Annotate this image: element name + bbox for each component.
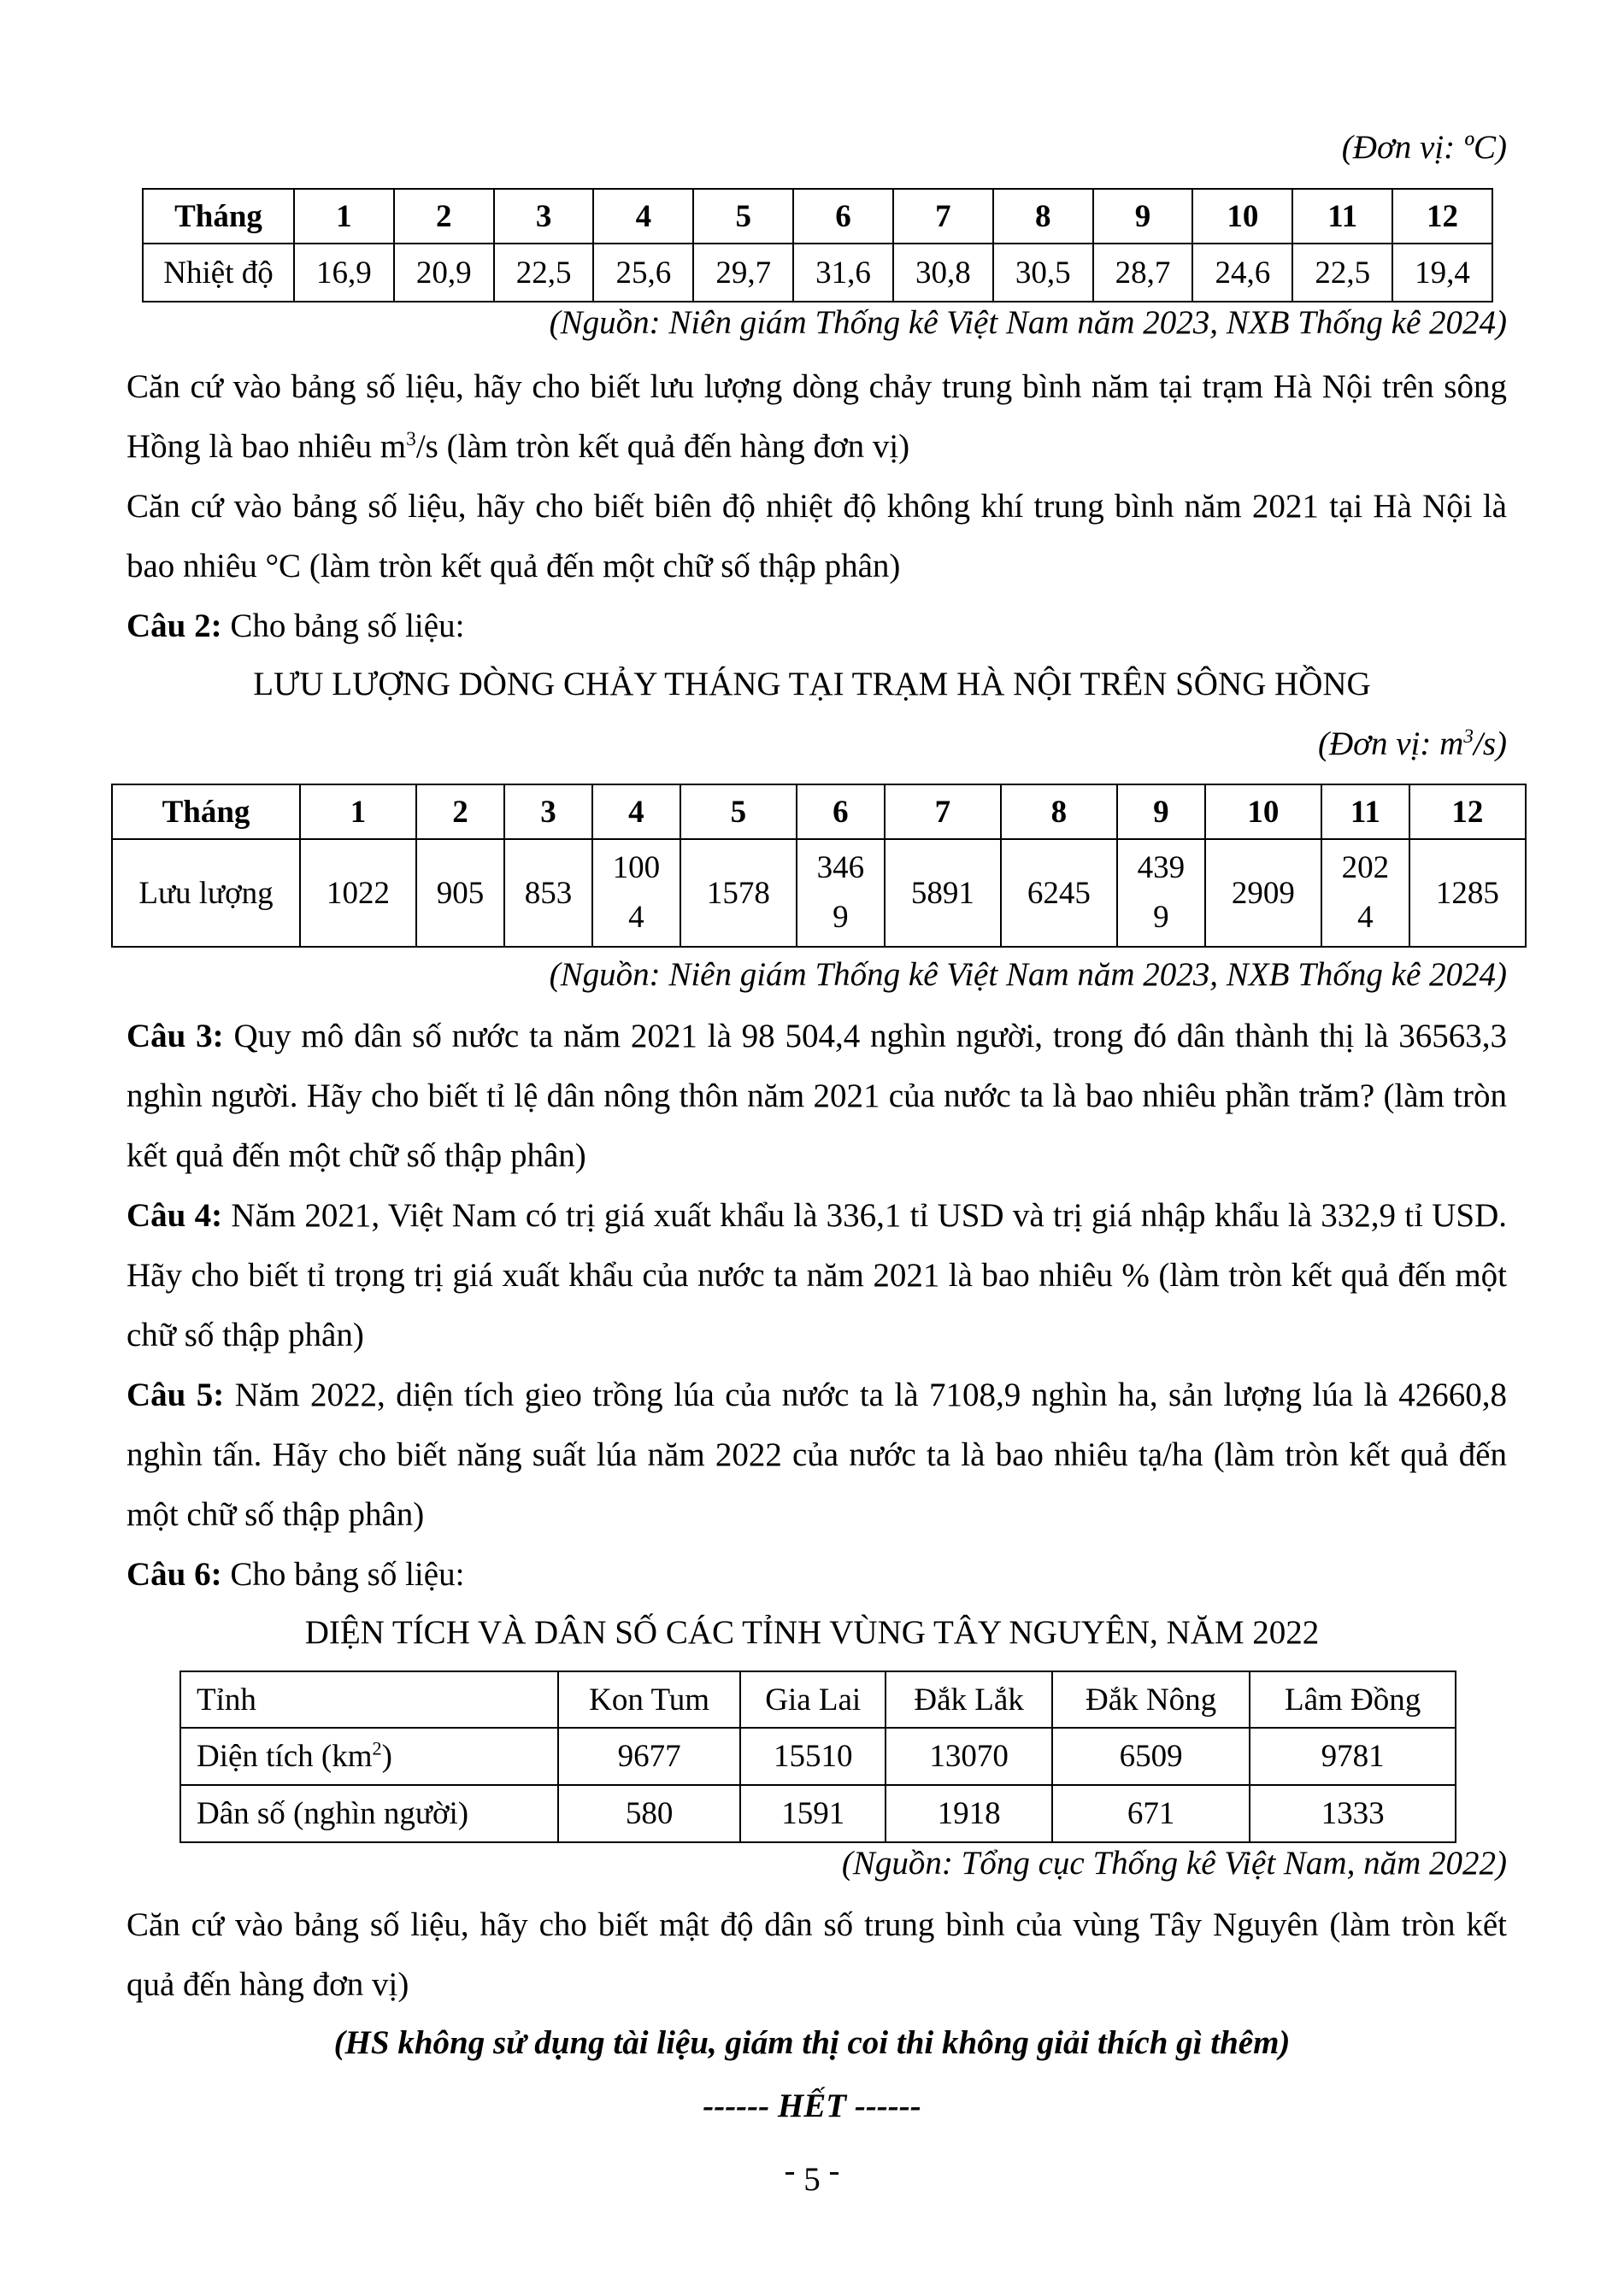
value-cell: 671 [1052, 1785, 1250, 1842]
value-cell: 1022 [300, 839, 416, 947]
table2-title: LƯU LƯỢNG DÒNG CHẢY THÁNG TẠI TRẠM HÀ NỘI TRÊN SÔNG HỒNG [253, 666, 1371, 702]
table-row [112, 784, 1526, 839]
table1-unit: (Đơn vị: ºC) [1341, 129, 1507, 166]
value-cell: 15510 [740, 1728, 886, 1785]
value-cell: 22,5 [1292, 244, 1392, 302]
question-temperature: Căn cứ vào bảng số liệu, hãy cho biết biên độ nhiệt độ không khí trung bình năm 2021 tại Hà Nội là bao nhiêu °C (làm tròn kết quả đến một chữ số thập phân) [127, 488, 1507, 584]
superscript: 3 [406, 428, 416, 450]
question-text: Quy mô dân số nước ta năm 2021 là 98 504,4 nghìn người, trong đó dân thành thị là 36563,3 nghìn người. Hãy cho biết tỉ lệ dân nông thôn năm 2021 của nước ta là bao nhiêu phần trăm? (làm tròn kết quả đến một chữ số thập phân) [127, 1018, 1507, 1174]
row-label-cell: Lưu lượng [112, 839, 300, 947]
page-dash: - [784, 2152, 796, 2189]
month-cell: 11 [1321, 784, 1409, 839]
value-cell: 2909 [1205, 839, 1321, 947]
month-cell: 6 [793, 189, 893, 244]
value-cell: 1333 [1250, 1785, 1456, 1842]
value-cell: 20,9 [394, 244, 494, 302]
month-cell: 10 [1205, 784, 1321, 839]
page-number [0, 2152, 1624, 2199]
value-cell: 6245 [1001, 839, 1117, 947]
month-cell: 2 [416, 784, 504, 839]
exam-note: (HS không sử dụng tài liệu, giám thị coi thi không giải thích gì thêm) [333, 2024, 1291, 2061]
table-row [143, 244, 1492, 302]
month-cell: 10 [1192, 189, 1292, 244]
month-cell: 4 [593, 189, 693, 244]
value-cell: 9677 [558, 1728, 740, 1785]
question-text: Căn cứ vào bảng số liệu, hãy cho biết lưu lượng dòng chảy trung bình năm tại trạm Hà Nội trên sông Hồng là bao nhiêu m [127, 368, 1507, 465]
value-cell: 1591 [740, 1785, 886, 1842]
value-cell: 9781 [1250, 1728, 1456, 1785]
month-cell: 1 [294, 189, 394, 244]
value-cell: 1918 [886, 1785, 1052, 1842]
value-part: 100 [612, 850, 661, 885]
value-cell: 6509 [1052, 1728, 1250, 1785]
cau6 [127, 1545, 1507, 1605]
end-marker [0, 2087, 1624, 2125]
province-cell: Lâm Đồng [1250, 1671, 1456, 1728]
value-cell: 1285 [1409, 839, 1526, 947]
month-cell: 9 [1117, 784, 1205, 839]
month-cell: 8 [1001, 784, 1117, 839]
province-cell: Gia Lai [740, 1671, 886, 1728]
month-cell: 2 [394, 189, 494, 244]
label-text: ) [381, 1739, 392, 1774]
question-text: Năm 2021, Việt Nam có trị giá xuất khẩu là 336,1 tỉ USD và trị giá nhập khẩu là 332,9 tỉ USD. Hãy cho biết tỉ trọng trị giá xuất khẩu của nước ta năm 2021 là bao nhiêu % (làm tròn kết quả đến một chữ số thập phân) [127, 1197, 1507, 1354]
month-cell: 7 [885, 784, 1001, 839]
superscript: 3 [1463, 725, 1474, 748]
value-cell [1321, 839, 1409, 947]
table-row [180, 1785, 1456, 1842]
value-cell: 30,5 [993, 244, 1093, 302]
header-cell: Tỉnh [180, 1671, 558, 1728]
question-label: Câu 3: [127, 1018, 224, 1054]
value-cell [797, 839, 885, 947]
value-part: 9 [1153, 900, 1169, 935]
value-part: 9 [833, 900, 849, 935]
table-row [180, 1671, 1456, 1728]
value-cell: 19,4 [1392, 244, 1492, 302]
unit-text: /s) [1474, 725, 1507, 762]
value-cell: 1578 [680, 839, 797, 947]
question-label: Câu 4: [127, 1197, 223, 1234]
label-text: Diện tích (km [197, 1739, 373, 1774]
month-cell: 12 [1392, 189, 1492, 244]
value-cell: 29,7 [693, 244, 793, 302]
value-cell: 25,6 [593, 244, 693, 302]
question-label: Câu 2: [127, 608, 222, 644]
table3-title: DIỆN TÍCH VÀ DÂN SỐ CÁC TỈNH VÙNG TÂY NGUYÊN, NĂM 2022 [304, 1614, 1320, 1651]
question-text: /s (làm tròn kết quả đến hàng đơn vị) [415, 428, 910, 465]
question-label: Câu 5: [127, 1377, 225, 1413]
cau4 [127, 1186, 1507, 1365]
month-cell: 9 [1093, 189, 1193, 244]
value-cell: 30,8 [893, 244, 993, 302]
value-cell: 580 [558, 1785, 740, 1842]
province-cell: Đắk Lắk [886, 1671, 1052, 1728]
flow-table [111, 784, 1527, 948]
province-cell: Kon Tum [558, 1671, 740, 1728]
question-label: Câu 6: [127, 1556, 222, 1593]
value-cell: 13070 [886, 1728, 1052, 1785]
end-dashes: ------ [846, 2088, 921, 2124]
month-cell: 11 [1292, 189, 1392, 244]
question-density: Căn cứ vào bảng số liệu, hãy cho biết mật độ dân số trung bình của vùng Tây Nguyên (làm tròn kết quả đến hàng đơn vị) [127, 1906, 1507, 2003]
value-part: 346 [816, 850, 865, 885]
value-part: 4 [628, 900, 644, 935]
month-cell: 7 [893, 189, 993, 244]
page-dash: - [828, 2152, 840, 2189]
cau5 [127, 1365, 1507, 1545]
month-cell: 5 [693, 189, 793, 244]
page-number-value: 5 [803, 2161, 821, 2198]
cau2 [127, 596, 1507, 656]
superscript: 2 [372, 1737, 382, 1759]
province-cell: Đắk Nông [1052, 1671, 1250, 1728]
value-part: 202 [1341, 850, 1390, 885]
month-cell: 8 [993, 189, 1093, 244]
question-text: Cho bảng số liệu: [221, 608, 465, 644]
question-flow [127, 357, 1507, 477]
question-text: Cho bảng số liệu: [221, 1556, 465, 1593]
month-cell: 3 [504, 784, 592, 839]
value-part: 439 [1137, 850, 1186, 885]
table1-source: (Nguồn: Niên giám Thống kê Việt Nam năm 2023, NXB Thống kê 2024) [549, 304, 1507, 341]
table2-unit [1318, 725, 1507, 763]
value-cell [1117, 839, 1205, 947]
row-label-cell [180, 1728, 558, 1785]
value-cell: 24,6 [1192, 244, 1292, 302]
province-table [179, 1671, 1456, 1843]
table2-source: (Nguồn: Niên giám Thống kê Việt Nam năm 2023, NXB Thống kê 2024) [549, 956, 1507, 993]
question-text: Năm 2022, diện tích gieo trồng lúa của nước ta là 7108,9 nghìn ha, sản lượng lúa là 42660,8 nghìn tấn. Hãy cho biết năng suất lúa năm 2022 của nước ta là bao nhiêu tạ/ha (làm tròn kết quả đến một chữ số thập phân) [127, 1377, 1507, 1533]
table-row [112, 839, 1526, 947]
row-label-cell: Dân số (nghìn người) [180, 1785, 558, 1842]
unit-text: (Đơn vị: m [1318, 725, 1464, 762]
cau3 [127, 1007, 1507, 1186]
month-cell: 12 [1409, 784, 1526, 839]
temperature-table [142, 188, 1493, 302]
value-cell: 22,5 [494, 244, 594, 302]
month-cell: 3 [494, 189, 594, 244]
value-part: 4 [1357, 900, 1374, 935]
end-word: HẾT [777, 2088, 847, 2124]
header-cell: Tháng [112, 784, 300, 839]
value-cell: 31,6 [793, 244, 893, 302]
end-dashes: ------ [703, 2088, 778, 2124]
value-cell: 16,9 [294, 244, 394, 302]
header-cell: Tháng [143, 189, 294, 244]
value-cell [592, 839, 680, 947]
value-cell: 5891 [885, 839, 1001, 947]
value-cell: 905 [416, 839, 504, 947]
table-row [180, 1728, 1456, 1785]
month-cell: 1 [300, 784, 416, 839]
month-cell: 6 [797, 784, 885, 839]
row-label-cell: Nhiệt độ [143, 244, 294, 302]
month-cell: 5 [680, 784, 797, 839]
table3-source: (Nguồn: Tổng cục Thống kê Việt Nam, năm 2022) [841, 1845, 1507, 1882]
month-cell: 4 [592, 784, 680, 839]
table-row [143, 189, 1492, 244]
value-cell: 28,7 [1093, 244, 1193, 302]
value-cell: 853 [504, 839, 592, 947]
